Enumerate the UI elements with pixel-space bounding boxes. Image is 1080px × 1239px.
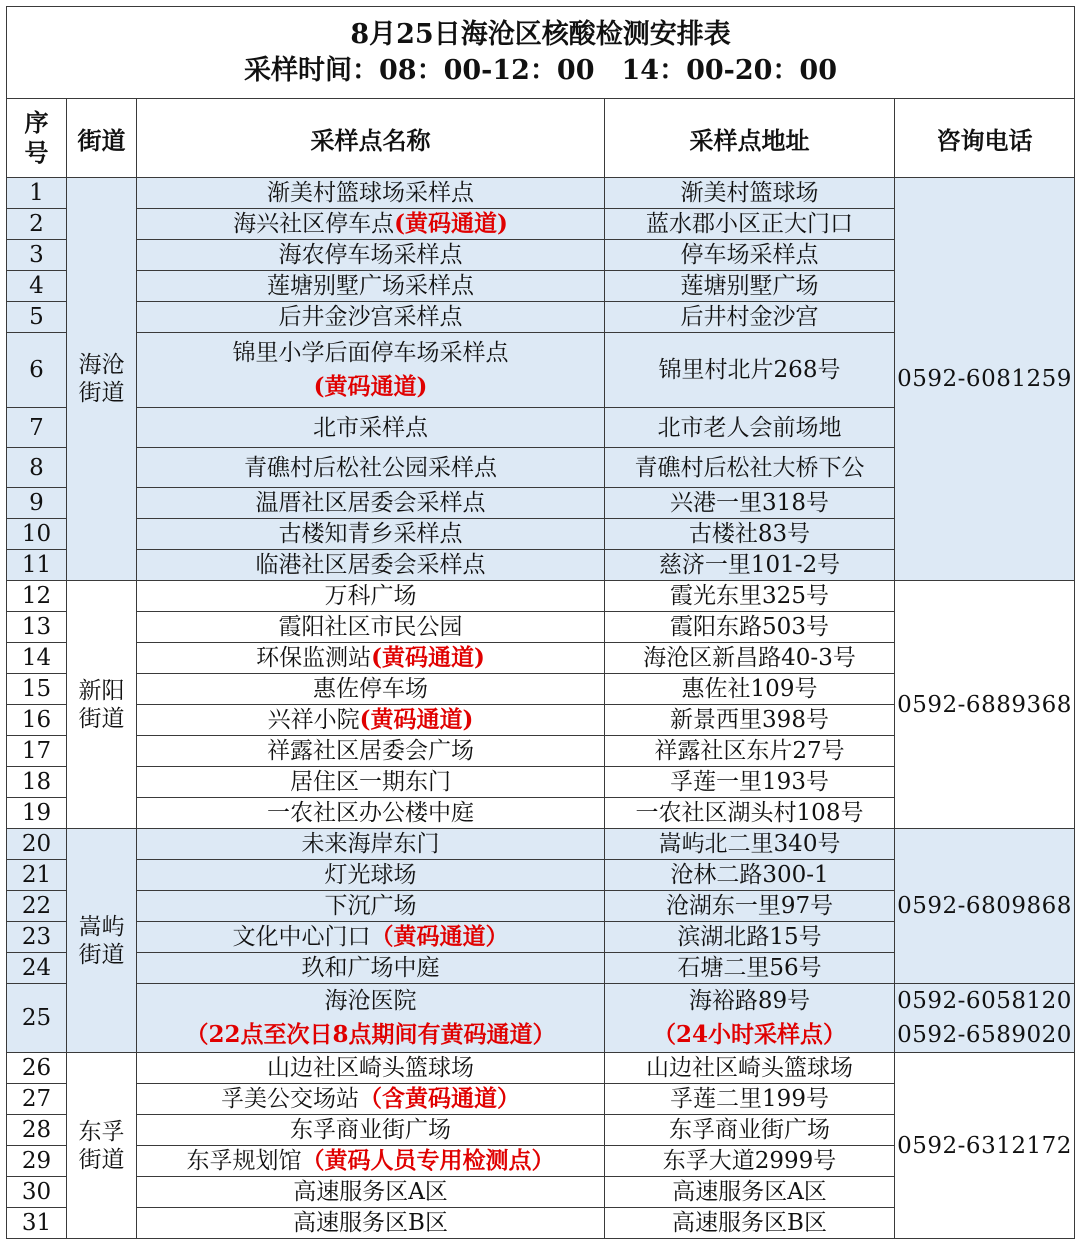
- table-row: [7, 178, 1075, 209]
- site-name: 高速服务区B区: [137, 1208, 605, 1239]
- site-name: 惠佐停车场: [137, 674, 605, 705]
- site-name: 下沉广场: [137, 891, 605, 922]
- row-number: 31: [7, 1208, 67, 1239]
- row-number: 27: [7, 1084, 67, 1115]
- row-number: 23: [7, 922, 67, 953]
- site-address: 海沧区新昌路40-3号: [605, 643, 895, 674]
- site-address: 孚莲二里199号: [605, 1084, 895, 1115]
- site-name: 万科广场: [137, 581, 605, 612]
- table-title: [7, 7, 1075, 99]
- site-name: 临港社区居委会采样点: [137, 550, 605, 581]
- site-address: 东孚大道2999号: [605, 1146, 895, 1177]
- row-number: 20: [7, 829, 67, 860]
- row-number: 28: [7, 1115, 67, 1146]
- phone-cell: 0592-6889368: [895, 581, 1075, 829]
- phone-cell: 0592-6081259: [895, 178, 1075, 581]
- street-cell: 新阳 街道: [67, 581, 137, 829]
- yellow-code-note: (黄码通道): [371, 644, 485, 671]
- site-name: 海沧医院 （22点至次日8点期间有黄码通道）: [137, 984, 605, 1053]
- header-seq: 序号: [7, 99, 67, 178]
- site-name: 环保监测站(黄码通道): [137, 643, 605, 674]
- site-name: 居住区一期东门: [137, 767, 605, 798]
- row-number: 13: [7, 612, 67, 643]
- row-number: 8: [7, 448, 67, 488]
- 24h-note: （24小时采样点）: [652, 1021, 846, 1048]
- site-address: 嵩屿北二里340号: [605, 829, 895, 860]
- site-name: 兴祥小院(黄码通道): [137, 705, 605, 736]
- table-row: [7, 984, 1075, 1053]
- site-address: 孚莲一里193号: [605, 767, 895, 798]
- row-number: 12: [7, 581, 67, 612]
- site-name: 北市采样点: [137, 408, 605, 448]
- site-address: 莲塘别墅广场: [605, 271, 895, 302]
- site-address: 霞阳东路503号: [605, 612, 895, 643]
- header-phone: 咨询电话: [895, 99, 1075, 178]
- row-number: 5: [7, 302, 67, 333]
- table-row: [7, 1053, 1075, 1084]
- yellow-code-note: (黄码通道): [359, 706, 474, 733]
- row-number: 11: [7, 550, 67, 581]
- yellow-code-note: （黄码通道）: [370, 923, 509, 950]
- row-number: 24: [7, 953, 67, 984]
- site-address: 滨湖北路15号: [605, 922, 895, 953]
- row-number: 9: [7, 488, 67, 519]
- row-number: 2: [7, 209, 67, 240]
- site-address: 惠佐社109号: [605, 674, 895, 705]
- yellow-code-note: （黄码人员专用检测点）: [301, 1147, 555, 1174]
- site-address: 高速服务区B区: [605, 1208, 895, 1239]
- site-address: 蓝水郡小区正大门口: [605, 209, 895, 240]
- title-line-1: 8月25日海沧区核酸检测安排表: [350, 18, 731, 50]
- site-address: 霞光东里325号: [605, 581, 895, 612]
- site-name: 孚美公交场站（含黄码通道）: [137, 1084, 605, 1115]
- site-name: 古楼知青乡采样点: [137, 519, 605, 550]
- site-address: 一农社区湖头村108号: [605, 798, 895, 829]
- site-address: 石塘二里56号: [605, 953, 895, 984]
- site-address: 青礁村后松社大桥下公: [605, 448, 895, 488]
- site-address: 兴港一里318号: [605, 488, 895, 519]
- header-row: [7, 99, 1075, 178]
- row-number: 6: [7, 333, 67, 408]
- site-name: 山边社区崎头篮球场: [137, 1053, 605, 1084]
- site-address: 北市老人会前场地: [605, 408, 895, 448]
- site-address: 沧林二路300-1: [605, 860, 895, 891]
- street-cell: 东孚 街道: [67, 1053, 137, 1239]
- yellow-code-note: （22点至次日8点期间有黄码通道）: [185, 1021, 556, 1048]
- row-number: 17: [7, 736, 67, 767]
- site-name: 文化中心门口（黄码通道）: [137, 922, 605, 953]
- site-name: 玖和广场中庭: [137, 953, 605, 984]
- row-number: 30: [7, 1177, 67, 1208]
- site-address: 慈济一里101-2号: [605, 550, 895, 581]
- site-address: 停车场采样点: [605, 240, 895, 271]
- row-number: 4: [7, 271, 67, 302]
- table-row: [7, 581, 1075, 612]
- phone-cell: 0592-6312172: [895, 1053, 1075, 1239]
- row-number: 22: [7, 891, 67, 922]
- row-number: 15: [7, 674, 67, 705]
- street-cell: 海沧 街道: [67, 178, 137, 581]
- table-row: [7, 829, 1075, 860]
- site-address: 祥露社区东片27号: [605, 736, 895, 767]
- site-address: 海裕路89号 （24小时采样点）: [605, 984, 895, 1053]
- street-cell: 嵩屿 街道: [67, 829, 137, 1053]
- site-name: 东孚规划馆（黄码人员专用检测点）: [137, 1146, 605, 1177]
- site-name: 温厝社区居委会采样点: [137, 488, 605, 519]
- row-number: 19: [7, 798, 67, 829]
- site-address: 东孚商业街广场: [605, 1115, 895, 1146]
- site-name: 青礁村后松社公园采样点: [137, 448, 605, 488]
- phone-cell: 0592-6809868: [895, 829, 1075, 984]
- row-number: 14: [7, 643, 67, 674]
- site-name: 高速服务区A区: [137, 1177, 605, 1208]
- row-number: 21: [7, 860, 67, 891]
- site-name: 灯光球场: [137, 860, 605, 891]
- yellow-code-note: （含黄码通道）: [359, 1085, 520, 1112]
- yellow-code-note: (黄码通道): [394, 210, 508, 237]
- site-name: 未来海岸东门: [137, 829, 605, 860]
- site-address: 高速服务区A区: [605, 1177, 895, 1208]
- row-number: 26: [7, 1053, 67, 1084]
- site-address: 锦里村北片268号: [605, 333, 895, 408]
- row-number: 25: [7, 984, 67, 1053]
- site-address: 新景西里398号: [605, 705, 895, 736]
- site-name: 莲塘别墅广场采样点: [137, 271, 605, 302]
- row-number: 10: [7, 519, 67, 550]
- header-site-name: 采样点名称: [137, 99, 605, 178]
- site-name: 祥露社区居委会广场: [137, 736, 605, 767]
- site-address: 山边社区崎头篮球场: [605, 1053, 895, 1084]
- row-number: 1: [7, 178, 67, 209]
- site-address: 后井村金沙宫: [605, 302, 895, 333]
- schedule-table: [6, 6, 1075, 1239]
- row-number: 7: [7, 408, 67, 448]
- site-name: 后井金沙宫采样点: [137, 302, 605, 333]
- row-number: 29: [7, 1146, 67, 1177]
- schedule-sheet: [6, 6, 1074, 1236]
- site-name: 海兴社区停车点(黄码通道): [137, 209, 605, 240]
- site-address: 古楼社83号: [605, 519, 895, 550]
- site-address: 渐美村篮球场: [605, 178, 895, 209]
- site-name: 锦里小学后面停车场采样点 (黄码通道): [137, 333, 605, 408]
- yellow-code-note: (黄码通道): [313, 373, 428, 400]
- title-line-2: 采样时间：08：00-12：00 14：00-20：00: [244, 54, 837, 86]
- site-name: 渐美村篮球场采样点: [137, 178, 605, 209]
- site-name: 霞阳社区市民公园: [137, 612, 605, 643]
- row-number: 18: [7, 767, 67, 798]
- header-street: 街道: [67, 99, 137, 178]
- row-number: 16: [7, 705, 67, 736]
- site-name: 海农停车场采样点: [137, 240, 605, 271]
- row-number: 3: [7, 240, 67, 271]
- header-site-address: 采样点地址: [605, 99, 895, 178]
- site-name: 一农社区办公楼中庭: [137, 798, 605, 829]
- site-name: 东孚商业街广场: [137, 1115, 605, 1146]
- phone-cell: 0592-6058120 0592-6589020: [895, 984, 1075, 1053]
- site-address: 沧湖东一里97号: [605, 891, 895, 922]
